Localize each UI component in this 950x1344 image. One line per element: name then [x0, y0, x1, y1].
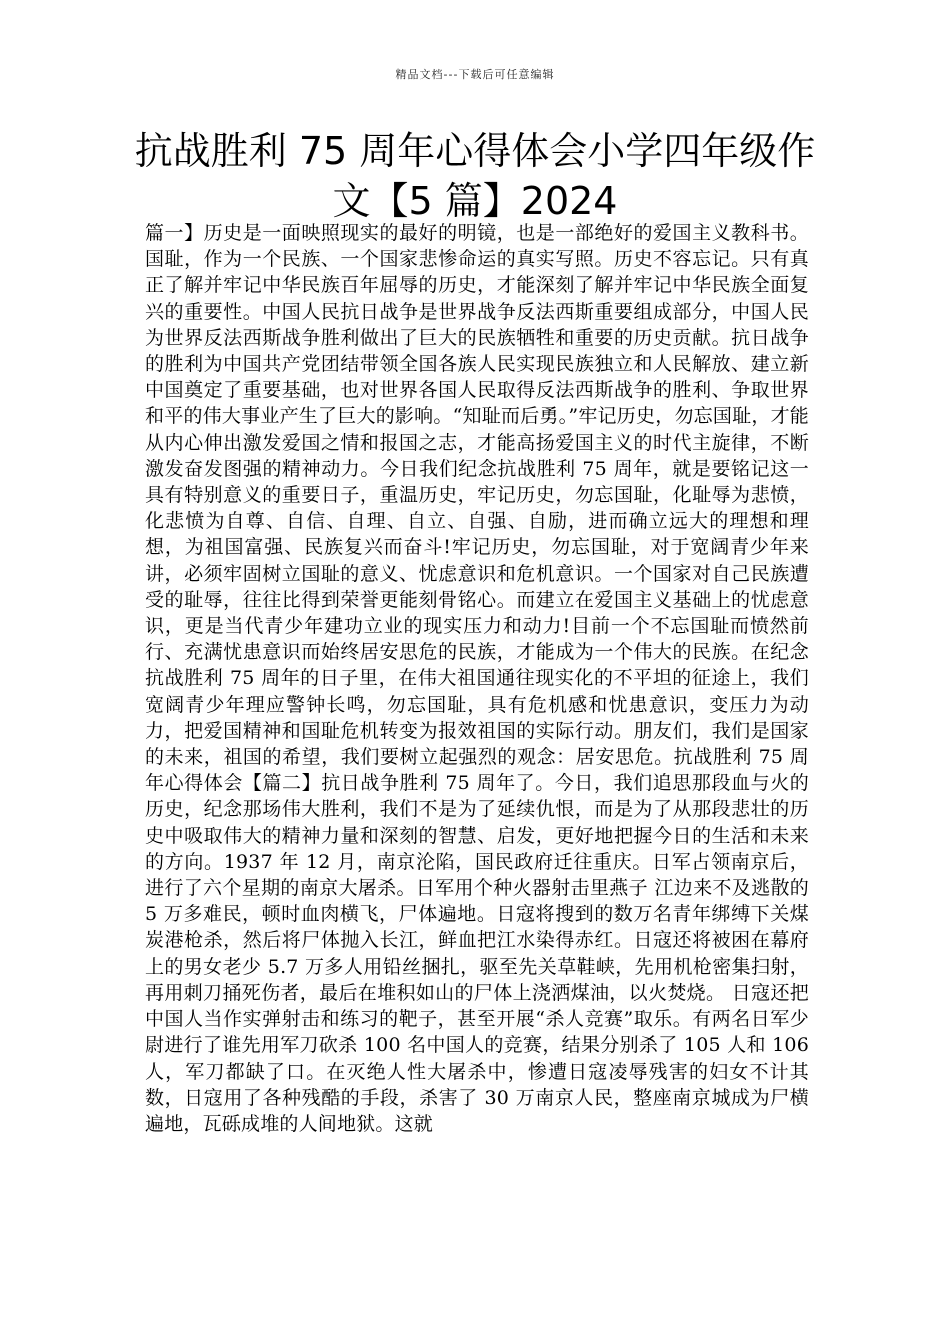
header-note: 精品文档---下载后可任意编辑 — [395, 68, 555, 81]
document-body: 篇一】历史是一面映照现实的最好的明镜，也是一部绝好的爱国主义教科书。国耻，作为一个民族、一个国家悲惨命运的真实写照。历史不容忘记。只有真正了解并牢记中华民族百年屈辱的历史，才能深刻了解并牢记中华民族全面复兴的重要性。中国人民抗日战争是世界战争反法西斯重要组成部分，中国人民为世界反法西斯战争胜利做出了巨大的民族牺牲和重要的历史贡献。抗日战争的胜利为中国共产党团结带领全国各族人民实现民族独立和人民解放、建立新中国奠定了重要基础，也对世界各国人民取得反法西斯战争的胜利、争取世界和平的伟大事业产生了巨大的影响。“知耻而后勇。”牢记历史，勿忘国耻，才能从内心伸出激发爱国之情和报国之志，才能高扬爱国主义的时代主旋律，不断激发奋发图强的精神动力。今日我们纪念抗战胜利 75 周年，就是要铭记这一具有特别意义的重要日子，重温历史，牢记历史，勿忘国耻，化耻辱为悲愤，化悲愤为自尊、自信、自理、自立、自强、自励，进而确立远大的理想和理想，为祖国富强、民族复兴而奋斗!牢记历史，勿忘国耻，对于宽阔青少年来讲，必须牢固树立国耻的意义、忧虑意识和危机意识。一个国家对自己民族遭受的耻辱，往往比得到荣誉更能刻骨铭心。而建立在爱国主义基础上的忧虑意识，更是当代青少年建功立业的现实压力和动力!目前一个不忘国耻而愤然前行、充满忧患意识而始终居安思危的民族，才能成为一个伟大的民族。在纪念抗战胜利 75 周年的日子里，在伟大祖国通往现实化的不平坦的征途上，我们宽阔青少年理应警钟长鸣，勿忘国耻，具有危机感和忧患意识，变压力为动力，把爱国精神和国耻危机转变为报效祖国的实际行动。朋友们，我们是国家的未来，祖国的希望，我们要树立起强烈的观念：居安思危。抗战胜利 75 周年心得体会【篇二】抗日战争胜利 75 周年了。今日，我们追思那段血与火的历史，纪念那场伟大胜利，我们不是为了延续仇恨，而是为了从那段悲壮的历史中吸取伟大的精神力量和深刻的智慧、启发，更好地把握今日的生活和未来的方向。1937 年 12 月，南京沦陷，国民政府迁往重庆。日军占领南京后，进行了六个星期的南京大屠杀。日军用个种火器射击里燕子 江边来不及逃散的 5 万多难民，顿时血肉横飞，尸体遍地。日寇将搜到的数万名青年绑缚下关煤炭港枪杀，然后将尸体抛入长江，鲜血把江水染得赤红。日寇还将被困在幕府上的男女老少 5.7 万多人用铅丝捆扎，驱至先关草鞋峡，先用机枪密集扫射，再用刺刀捅死伤者，最后在堆积如山的尸体上浇洒煤油，以火焚烧。 日寇还把中国人当作实弹射击和练习的靶子，甚至开展“杀人竞赛”取乐。有两名日军少尉进行了谁先用军刀砍杀 100 名中国人的竞赛，结果分别杀了 105 人和 106 人，军刀都缺了口。在灭绝人性大屠杀中，惨遭日寇凌辱残害的妇女不计其数，日寇用了各种残酷的手段，杀害了 30 万南京人民，整座南京城成为尸横遍地，瓦砾成堆的人间地狱。这就 — [145, 222, 809, 1135]
document-title: 抗战胜利 75 周年心得体会小学四年级作文【5 篇】2024 — [134, 129, 816, 223]
